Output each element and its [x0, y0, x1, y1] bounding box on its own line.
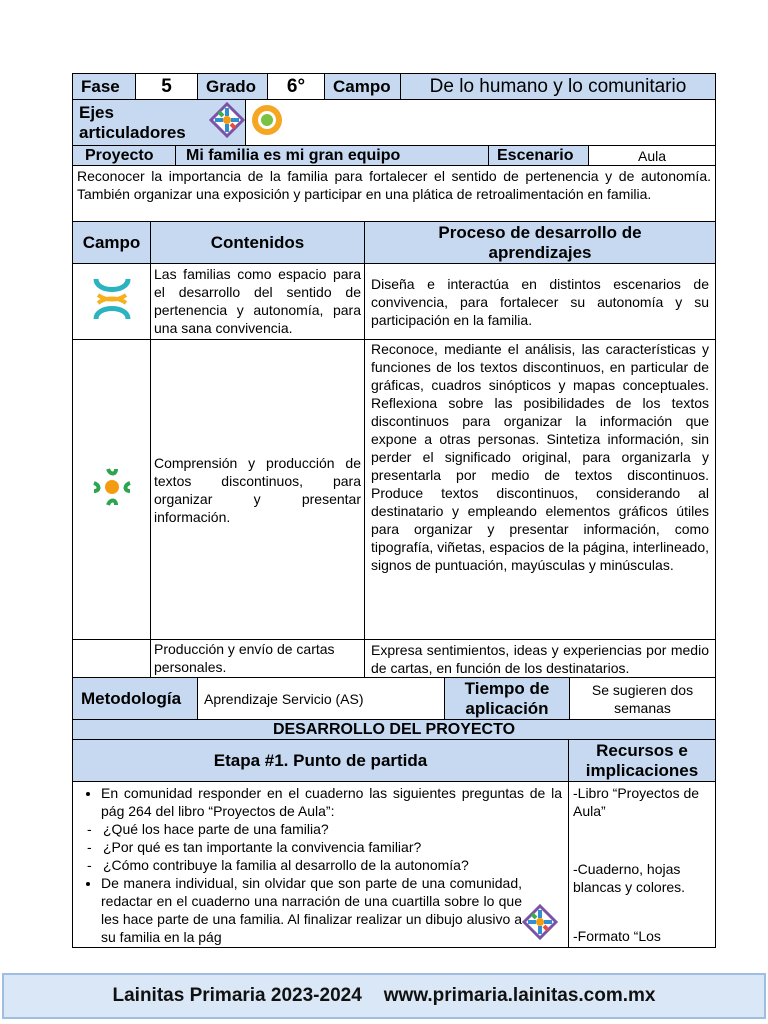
grado-label: Grado	[198, 74, 268, 99]
grado-value: 6°	[268, 74, 325, 99]
recursos-title: Recursos e implicaciones	[585, 740, 699, 780]
campo-empty-cell	[73, 640, 151, 677]
humano-comunitario-icon	[88, 273, 136, 330]
ejes-label: Ejes articuladores	[79, 102, 186, 142]
recurso-1: -Libro “Proyectos de Aula”	[573, 785, 700, 819]
bullet-2: • De manera individual, sin olvidar que son parte de una comunidad, redactar en el cuaderno una narración de una cuartilla sobre lo que les hace parte de una familia. Al finalizar realizar un dibujo alusivo a su familia en la pág	[101, 874, 562, 946]
campo-header: Campo	[73, 222, 151, 263]
recurso-2: -Cuaderno, hojas blancas y colores.	[573, 861, 686, 895]
proceso-2: Reconoce, mediante el análisis, las características y funciones de los textos discontinuos, en particular de gráficas, cuadros sinópticos y mapas conceptuales. Reflexiona sobre las posibilidades de los textos discontinuos para organizar la información que expone a otras personas. Sintetiza información, sin perder el significado original, para organizarla y presentarla por medio de textos discontinuos. Produce textos discontinuos, considerando al destinatario y empleando elementos gráficos útiles para organizar y presentar información, como tipografía, viñetas, espacios de la página, interlineado, signos de puntuación, mayúsculas y minúsculas.	[371, 341, 709, 573]
ejes-icons-cell	[246, 100, 715, 145]
footer-url[interactable]: www.primaria.lainitas.com.mx	[383, 985, 656, 1006]
inclusion-icon-small	[522, 904, 558, 944]
proceso-header: Proceso de desarrollo de aprendizajes	[438, 222, 642, 262]
footer-left: Lainitas Primaria 2023-2024	[112, 985, 362, 1006]
contenido-1: Las familias como espacio para el desarrollo del sentido de pertenencia y autonomía, para una sana convivencia.	[151, 264, 365, 339]
escenario-label: Escenario	[489, 146, 589, 165]
lenguajes-icon	[90, 465, 134, 514]
fase-value: 5	[136, 74, 198, 99]
recursos-content	[569, 782, 715, 947]
campo-icon-cell-2	[73, 340, 151, 639]
campo-label: Campo	[325, 74, 401, 99]
contenido-3: Producción y envío de cartas personales.	[151, 640, 365, 677]
campo-icon-cell	[73, 264, 151, 339]
fase-label: Fase	[73, 74, 136, 99]
bullet-1: • En comunidad responder en el cuaderno las siguientes preguntas de la pág 264 del libro “Proyectos de Aula”:	[101, 784, 562, 820]
tiempo-value: Se sugieren dos semanas	[591, 681, 694, 716]
header-table	[72, 73, 716, 948]
pensamiento-critico-icon	[249, 102, 285, 143]
proyecto-value: Mi familia es mi gran equipo	[176, 146, 489, 165]
contenido-2: Comprensión y producción de textos discontinuos, para organizar y presentar información.	[151, 340, 365, 639]
desarrollo-title: DESARROLLO DEL PROYECTO	[272, 720, 516, 738]
campo-value: De lo humano y lo comunitario	[401, 74, 715, 99]
escenario-value: Aula	[637, 147, 667, 164]
proyecto-label: Proyecto	[73, 146, 176, 165]
metodologia-label: Metodología	[73, 678, 198, 719]
tiempo-label: Tiempo de aplicación	[445, 678, 570, 719]
etapa-content	[73, 782, 569, 947]
inclusion-icon	[209, 102, 245, 143]
proceso-3: Expresa sentimientos, ideas y experiencias por medio de cartas, en función de los destinatarios.	[371, 641, 709, 676]
contenidos-header: Contenidos	[151, 222, 365, 263]
question-1: - ¿Qué los hace parte de una familia?	[103, 820, 562, 838]
project-description: Reconocer la importancia de la familia para fortalecer el sentido de pertenencia y de autonomía. También organizar una exposición y participar en una plática de retroalimentación en familia.	[77, 168, 711, 202]
ejes-cell	[73, 100, 246, 145]
question-3: - ¿Cómo contribuye la familia al desarrollo de la autonomía?	[103, 856, 562, 874]
footer-banner	[2, 973, 766, 1019]
metodologia-value: Aprendizaje Servicio (AS)	[198, 678, 445, 719]
question-2: - ¿Por qué es tan importante la convivencia familiar?	[103, 838, 562, 856]
etapa-title: Etapa #1. Punto de partida	[73, 740, 569, 781]
proceso-1: Diseña e interactúa en distintos escenarios de convivencia, para fortalecer su autonomía y su participación en la familia.	[371, 275, 709, 328]
recurso-3: -Formato “Los	[573, 928, 661, 944]
